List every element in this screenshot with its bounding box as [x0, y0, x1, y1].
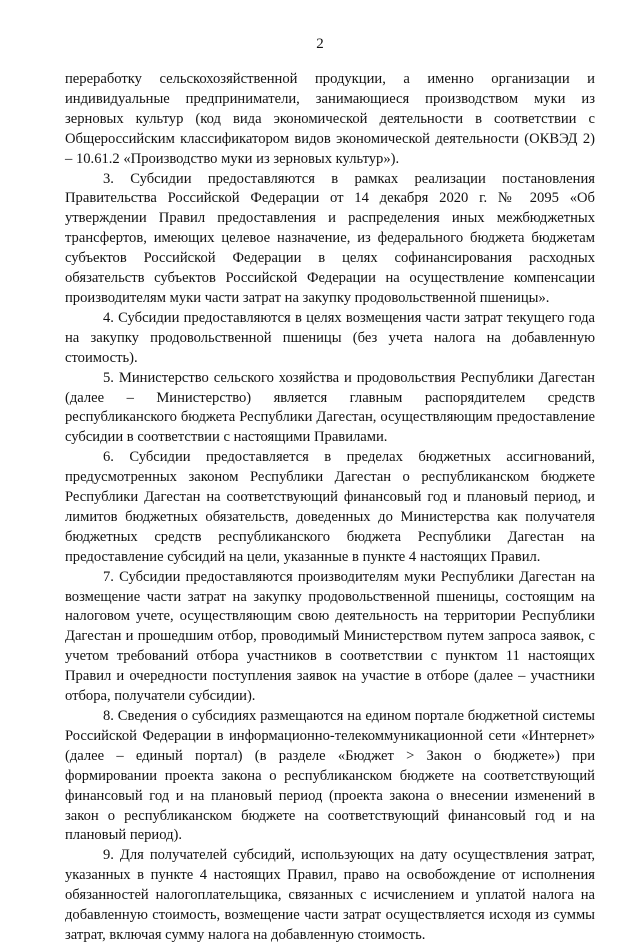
- paragraph-4: 4. Субсидии предоставляются в целях возмещения части затрат текущего года на закупку продовольственной пшеницы (без учета налога на добавленную стоимость).: [65, 309, 595, 366]
- document-body: [65, 70, 595, 946]
- paragraph-5: 5. Министерство сельского хозяйства и продовольствия Республики Дагестан (далее – Министерство) является главным распорядителем средств республиканского бюджета Республики Дагестан, осуществляющим предоставление субсидии в соответствии с настоящими Правилами.: [65, 369, 595, 446]
- paragraph-9: 9. Для получателей субсидий, использующих на дату осуществления затрат, указанных в пункте 4 настоящих Правил, право на освобождение от исполнения обязанностей налогоплательщика, связанных с исчислением и уплатой налога на добавленную стоимость, возмещение части затрат осуществляется исходя из суммы затрат, включая сумму налога на добавленную стоимость.: [65, 847, 595, 943]
- paragraph-8: 8. Сведения о субсидиях размещаются на едином портале бюджетной системы Российской Федерации в информационно-телекоммуникационной сети «Интернет» (далее – единый портал) (в разделе «Бюджет > Закон о бюджете») при формировании проекта закона о республиканском бюджете на соответствующий финансовый год и на плановый период (проекта закона о внесении изменений в закон о республиканском бюджете на соответствующий финансовый год и на плановый период).: [65, 708, 595, 844]
- paragraph-3: 3. Субсидии предоставляются в рамках реализации постановления Правительства Российской Федерации от 14 декабря 2020 г. № 2095 «Об утверждении Правил предоставления и распределения иных межбюджетных трансфертов, имеющих целевое назначение, из федерального бюджета бюджетам субъектов Российской Федерации в целях софинансирования расходных обязательств субъектов Российской Федерации на осуществление компенсации производителям муки части затрат на закупку продовольственной пшеницы».: [65, 170, 595, 306]
- page-number: 2: [316, 36, 324, 52]
- paragraph-6: 6. Субсидии предоставляется в пределах бюджетных ассигнований, предусмотренных законом Республики Дагестан о республиканском бюджете Республики Дагестан на соответствующий финансовый год и плановый период, и лимитов бюджетных обязательств, доведенных до Министерства как получателя бюджетных средств республиканского бюджета Республики Дагестан на предоставление субсидий на цели, указанные в пункте 4 настоящих Правил.: [65, 449, 595, 565]
- paragraph-7: 7. Субсидии предоставляются производителям муки Республики Дагестан на возмещение части затрат на закупку продовольственной пшеницы, состоящим на налоговом учете, осуществляющим свою деятельность на территории Республики Дагестан и прошедшим отбор, проводимый Министерством путем запроса заявок, с учетом требований отбора участников в соответствии с пунктом 11 настоящих Правил и очередности поступления заявок на участие в отборе (далее – участники отбора, получатели субсидии).: [65, 568, 595, 705]
- paragraph-continuation: переработку сельскохозяйственной продукции, а именно организации и индивидуальные предприниматели, занимающиеся производством муки из зерновых культур (код вида экономической деятельности в соответствии с Общероссийским классификатором видов экономической деятельности (ОКВЭД 2) – 10.61.2 «Производство муки из зерновых культур»).: [65, 71, 595, 167]
